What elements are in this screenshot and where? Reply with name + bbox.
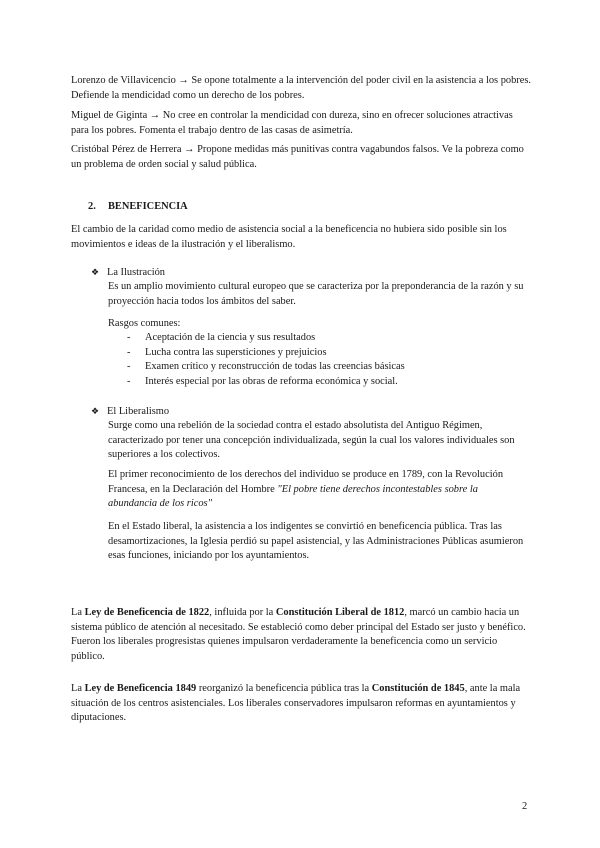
- author-description: Propone medidas más punitivas contra vagabundos falsos. Ve la pobreza como un problema de orden social y salud pública.: [71, 144, 524, 170]
- diamond-bullet-icon: ❖: [91, 267, 100, 277]
- list-item-text: Examen crítico y reconstrucción de todas las creencias básicas: [145, 361, 405, 373]
- bullet-title: La Ilustración: [107, 267, 165, 278]
- rasgos-title: Rasgos comunes:: [108, 318, 181, 329]
- declaracion-quote: "El pobre tiene derechos incontestables sobre la abundancia de los ricos": [108, 483, 478, 510]
- arrow-icon: →: [184, 144, 195, 155]
- list-item: [127, 375, 405, 390]
- author-description: Se opone totalmente a la intervención del poder civil en la asistencia a los pobres. Defiende la mendicidad como un derecho de los pobres.: [71, 75, 531, 101]
- arrow-icon: →: [149, 110, 161, 121]
- section-heading: [88, 200, 188, 215]
- ilustracion-text: Es un amplio movimiento cultural europeo que se caracteriza por la preponderancia de la razón y su proyección hacia todos los ámbitos del saber.: [108, 281, 524, 307]
- text-run: , marcó un cambio hacia un sistema público de atención al necesitado. Se estableció como deber principal del Estado ser justo y benéfico. Fueron los liberales progresistas quienes impulsaron verdaderamente la beneficencia como un servicio público.: [71, 607, 526, 662]
- author-description: No cree en controlar la mendicidad con dureza, sino en ofrecer soluciones atractivas para los pobres. Fomenta el trabajo dentro de las casas de asimetría.: [71, 110, 513, 136]
- rasgos-list: [127, 331, 405, 389]
- dash-bullet: -: [127, 332, 131, 343]
- dash-bullet: -: [127, 361, 131, 373]
- constitucion-1812-name: Constitución Liberal de 1812: [275, 607, 405, 618]
- section-number: 2.: [88, 201, 96, 212]
- section-title: BENEFICENCIA: [108, 201, 188, 212]
- text-run: reorganizó la beneficencia pública tras la: [196, 683, 372, 694]
- text-run: La: [71, 607, 85, 618]
- liberalismo-text: Surge como una rebelión de la sociedad contra el estado absolutista del Antiguo Régimen, caracterizado por tener una concepción individualizada, según la cual los valores individuales son superiores a los colectivos.: [108, 420, 515, 461]
- list-item: [127, 346, 405, 361]
- intro-perez-herrera: [71, 143, 533, 172]
- page-number: 2: [522, 801, 528, 812]
- list-item-text: Aceptación de la ciencia y sus resultados: [145, 332, 316, 343]
- dash-bullet: -: [127, 375, 131, 387]
- text-run: , ante la mala situación de los centros asistenciales. Los liberales conservadores impulsaron reformas en ayuntamientos y diputaciones.: [71, 683, 521, 724]
- constitucion-1845-name: Constitución de 1845: [371, 683, 465, 694]
- bullet-title: El Liberalismo: [107, 406, 170, 417]
- author-name: Miguel de Giginta: [71, 110, 148, 121]
- list-item-text: Interés especial por las obras de reforma económica y social.: [145, 375, 398, 387]
- text-run: , influida por la: [209, 607, 276, 618]
- list-item: [127, 360, 405, 375]
- text-run: La: [71, 683, 85, 694]
- arrow-icon: →: [178, 75, 189, 86]
- ley-1849-paragraph: [71, 682, 533, 726]
- dash-bullet: -: [127, 346, 131, 358]
- bullet-ilustracion: [91, 265, 165, 281]
- author-name: Cristóbal Pérez de Herrera: [71, 144, 182, 155]
- declaracion-text: El primer reconocimiento de los derechos del individuo se produce en 1789, con la Revolución Francesa, en la Declaración del Hombre: [108, 469, 504, 495]
- diamond-bullet-icon: ❖: [91, 406, 100, 416]
- ley-1822-paragraph: [71, 606, 533, 664]
- ley-1822-name: Ley de Beneficencia de 1822: [84, 607, 210, 618]
- list-item: [127, 331, 405, 346]
- bullet-liberalismo: [91, 404, 169, 420]
- intro-giginta: [71, 109, 533, 138]
- liberalismo-declaracion: [108, 468, 528, 512]
- liberalismo-estado: En el Estado liberal, la asistencia a los indigentes se convirtió en beneficencia pública. Tras las desamortizaciones, la Iglesia perdió su papel asistencial, y las Administraciones Públicas asumieron esas funciones, iniciando por los ayuntamientos.: [108, 521, 524, 562]
- section-intro: El cambio de la caridad como medio de asistencia social a la beneficencia no hubiera sido posible sin los movimientos e ideas de la ilustración y el liberalismo.: [71, 224, 507, 250]
- ley-1849-name: Ley de Beneficencia 1849: [84, 683, 197, 694]
- intro-villavicencio: [71, 74, 533, 103]
- author-name: Lorenzo de Villavicencio: [71, 75, 176, 86]
- list-item-text: Lucha contra las supersticiones y prejuicios: [145, 346, 327, 358]
